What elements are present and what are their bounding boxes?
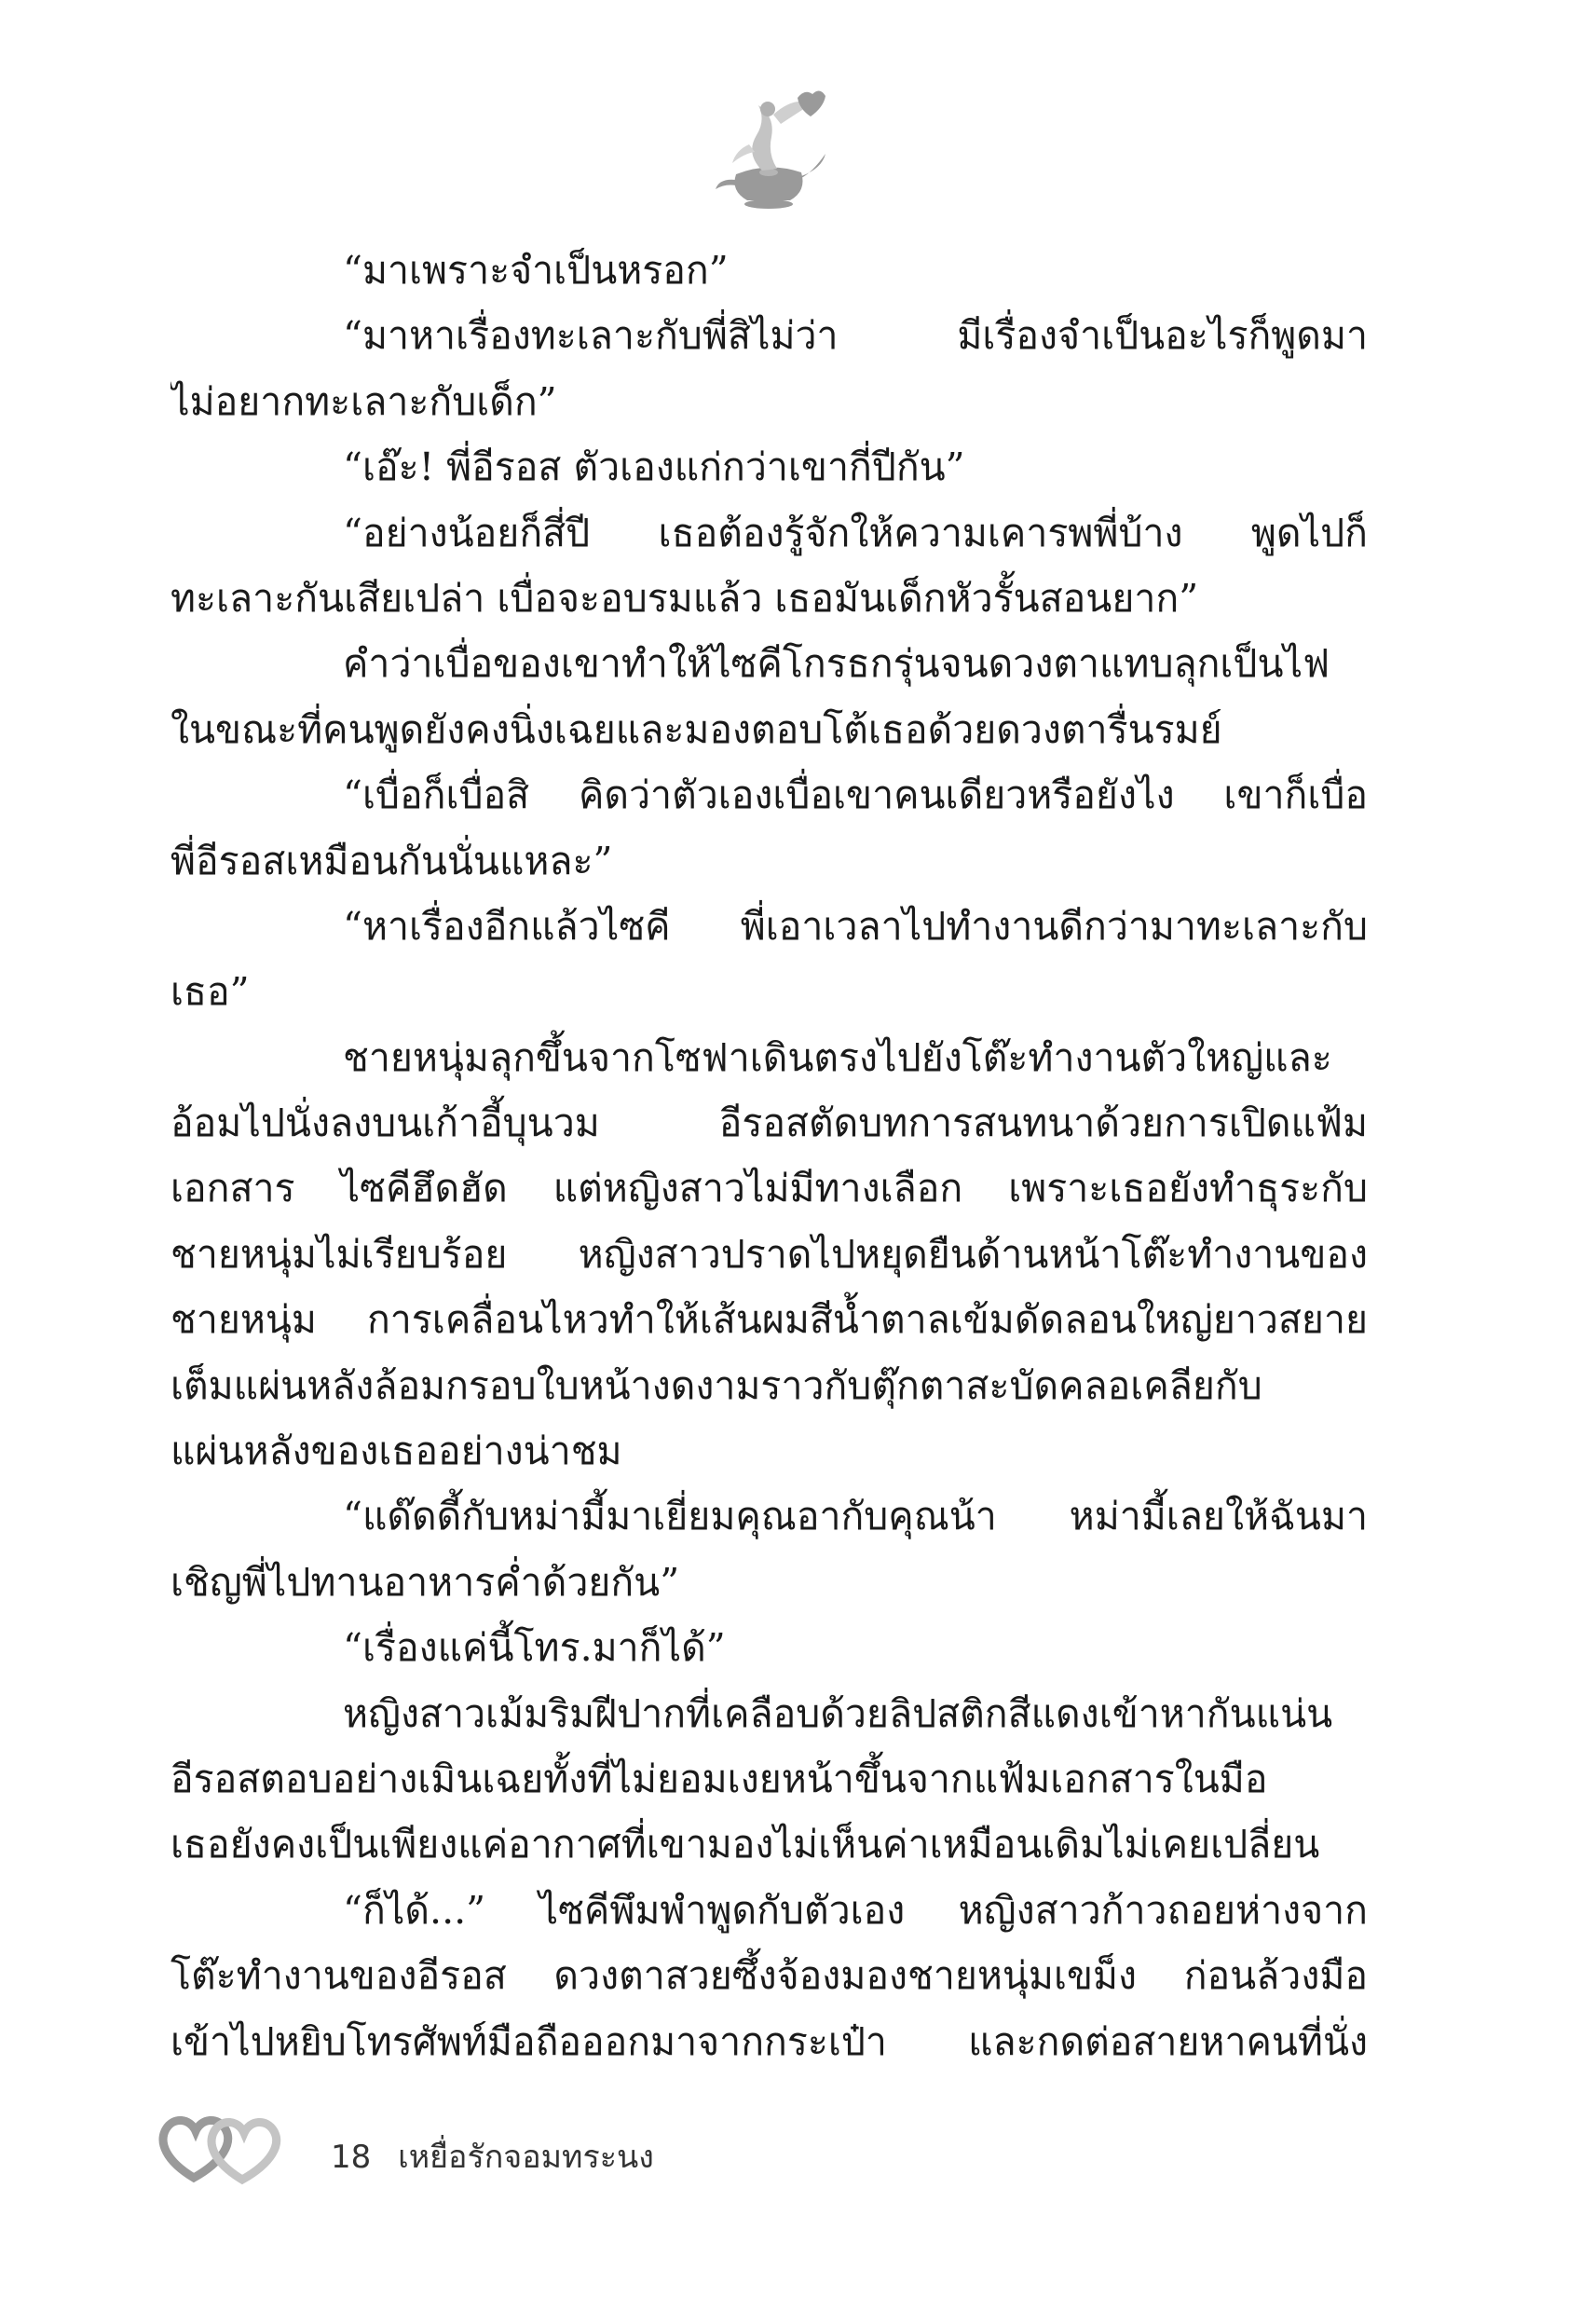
page-footer	[157, 2111, 902, 2185]
lamp-fairy-ornament-icon	[708, 89, 829, 214]
text-line: “เอ๊ะ! พี่อีรอส ตัวเองแก่กว่าเขากี่ปีกัน”	[343, 444, 965, 490]
text-line: “เบื่อก็เบื่อสิ คิดว่าตัวเองเบื่อเขาคนเดียวหรือยังไง เขาก็เบื่อ	[343, 773, 1368, 818]
text-line: อีรอสตอบอย่างเมินเฉยทั้งที่ไม่ยอมเงยหน้าขึ้นจากแฟ้มเอกสารในมือ	[171, 1756, 1268, 1801]
text-line: ทะเลาะกันเสียเปล่า เบื่อจะอบรมแล้ว เธอมันเด็กหัวรั้นสอนยาก”	[171, 575, 1199, 621]
text-line: เชิญพี่ไปทานอาหารค่ำด้วยกัน”	[171, 1559, 680, 1605]
book-title: เหยื่อรักจอมทระนง	[398, 2139, 654, 2176]
text-line: เธอ”	[171, 969, 250, 1015]
text-line: หญิงสาวเม้มริมฝีปากที่เคลือบด้วยลิปสติกสีแดงเข้าหากันแน่น	[343, 1690, 1333, 1736]
text-line: เข้าไปหยิบโทรศัพท์มือถือออกมาจากกระเป๋า และกดต่อสายหาคนที่นั่ง	[171, 2018, 1368, 2064]
text-line: โต๊ะทำงานของอีรอส ดวงตาสวยซึ้งจ้องมองชายหนุ่มเขม็ง ก่อนล้วงมือ	[171, 1953, 1368, 1999]
double-heart-icon	[157, 2111, 287, 2185]
page-number: 18	[331, 2139, 372, 2176]
text-line: พี่อีรอสเหมือนกันนั่นแหละ”	[171, 838, 613, 883]
text-line: เต็มแผ่นหลังล้อมกรอบใบหน้างดงามราวกับตุ๊กตาสะบัดคลอเคลียกับ	[171, 1362, 1262, 1408]
text-line: ชายหนุ่มไม่เรียบร้อย หญิงสาวปราดไปหยุดยืนด้านหน้าโต๊ะทำงานของ	[171, 1231, 1368, 1277]
text-line: “หาเรื่องอีกแล้วไซคี พี่เอาเวลาไปทำงานดีกว่ามาทะเลาะกับ	[343, 903, 1368, 949]
text-line: “มาเพราะจำเป็นหรอก”	[343, 248, 729, 293]
text-line: “มาหาเรื่องทะเลาะกับพี่สิไม่ว่า มีเรื่องจำเป็นอะไรก็พูดมา	[343, 313, 1368, 359]
text-line: “เรื่องแค่นี้โทร.มาก็ได้”	[343, 1625, 726, 1671]
text-line: ไม่อยากทะเลาะกับเด็ก”	[171, 378, 557, 424]
text-line: “ก็ได้...” ไซคีพึมพำพูดกับตัวเอง หญิงสาวก้าวถอยห่างจาก	[343, 1887, 1368, 1933]
text-line: แผ่นหลังของเธออย่างน่าชม	[171, 1429, 622, 1474]
footer-text	[331, 2131, 654, 2181]
text-line: อ้อมไปนั่งลงบนเก้าอี้บุนวม อีรอสตัดบทการสนทนาด้วยการเปิดแฟ้ม	[171, 1101, 1368, 1146]
text-line: ชายหนุ่มลุกขึ้นจากโซฟาเดินตรงไปยังโต๊ะทำงานตัวใหญ่และ	[343, 1034, 1332, 1080]
text-line: เอกสาร ไซคีฮึดฮัด แต่หญิงสาวไม่มีทางเลือก เพราะเธอยังทำธุระกับ	[171, 1166, 1368, 1211]
text-line: ในขณะที่คนพูดยังคงนิ่งเฉยและมองตอบโต้เธอด้วยดวงตารื่นรมย์	[171, 706, 1222, 752]
body-text	[171, 238, 1368, 2074]
text-line: ชายหนุ่ม การเคลื่อนไหวทำให้เส้นผมสีน้ำตาลเข้มดัดลอนใหญ่ยาวสยาย	[171, 1297, 1368, 1343]
text-line: “แด๊ดดี้กับหม่ามี้มาเยี่ยมคุณอากับคุณน้า หม่ามี้เลยให้ฉันมา	[343, 1494, 1368, 1539]
text-line: คำว่าเบื่อของเขาทำให้ไซคีโกรธกรุ่นจนดวงตาแทบลุกเป็นไฟ	[343, 641, 1330, 687]
text-line: “อย่างน้อยก็สี่ปี เธอต้องรู้จักให้ความเคารพพี่บ้าง พูดไปก็	[343, 510, 1368, 555]
text-line: เธอยังคงเป็นเพียงแค่อากาศที่เขามองไม่เห็นค่าเหมือนเดิมไม่เคยเปลี่ยน	[171, 1822, 1320, 1867]
